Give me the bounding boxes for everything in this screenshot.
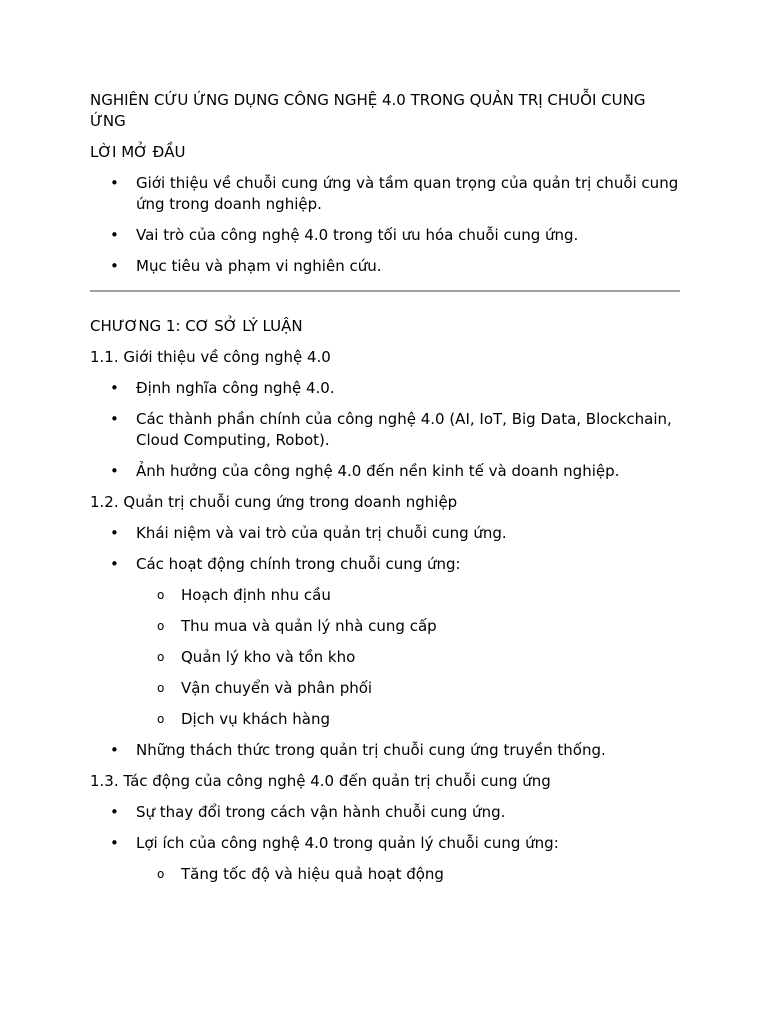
bullet-icon: • xyxy=(110,379,119,397)
list-item xyxy=(90,173,680,215)
bullet-icon: • xyxy=(110,462,119,480)
list-item xyxy=(90,802,680,823)
list-item-text: Các thành phần chính của công nghệ 4.0 (AI, IoT, Big Data, Blockchain, Cloud Computing, Robot). xyxy=(136,410,672,449)
sub-list-item-text: Vận chuyển và phân phối xyxy=(181,679,373,697)
list-item-text: Ảnh hưởng của công nghệ 4.0 đến nền kinh tế và doanh nghiệp. xyxy=(136,462,620,480)
sub-list-item xyxy=(90,585,680,606)
section-1-2-list xyxy=(90,523,680,761)
list-item-text: Mục tiêu và phạm vi nghiên cứu. xyxy=(136,257,382,275)
bullet-icon: • xyxy=(110,803,119,821)
bullet-icon: • xyxy=(110,174,119,192)
bullet-icon: • xyxy=(110,410,119,428)
list-item xyxy=(90,523,680,544)
list-item xyxy=(90,833,680,854)
list-item-text: Định nghĩa công nghệ 4.0. xyxy=(136,379,335,397)
circle-bullet-icon: o xyxy=(157,619,165,633)
list-item-text: Những thách thức trong quản trị chuỗi cung ứng truyền thống. xyxy=(136,741,606,759)
sub-list-item xyxy=(90,647,680,668)
sub-list-item-text: Quản lý kho và tồn kho xyxy=(181,648,356,666)
list-item xyxy=(90,461,680,482)
circle-bullet-icon: o xyxy=(157,681,165,695)
bullet-icon: • xyxy=(110,834,119,852)
intro-heading: LỜI MỞ ĐẦU xyxy=(90,143,186,161)
sub-list-item-text: Dịch vụ khách hàng xyxy=(181,710,331,728)
bullet-icon: • xyxy=(110,226,119,244)
list-item xyxy=(90,378,680,399)
circle-bullet-icon: o xyxy=(157,867,165,881)
sub-list-item-text: Thu mua và quản lý nhà cung cấp xyxy=(181,617,437,635)
list-item-text: Các hoạt động chính trong chuỗi cung ứng: xyxy=(136,555,461,573)
list-item xyxy=(90,409,680,451)
bullet-icon: • xyxy=(110,257,119,275)
sub-list-item xyxy=(90,616,680,637)
section-heading: 1.3. Tác động của công nghệ 4.0 đến quản trị chuỗi cung ứng xyxy=(90,772,551,790)
circle-bullet-icon: o xyxy=(157,588,165,602)
bullet-icon: • xyxy=(110,524,119,542)
section-1-3-list xyxy=(90,802,680,885)
list-item-text: Lợi ích của công nghệ 4.0 trong quản lý chuỗi cung ứng: xyxy=(136,834,559,852)
section-heading: 1.1. Giới thiệu về công nghệ 4.0 xyxy=(90,348,331,366)
list-item-text: Khái niệm và vai trò của quản trị chuỗi cung ứng. xyxy=(136,524,507,542)
list-item xyxy=(90,256,680,277)
document-title: NGHIÊN CỨU ỨNG DỤNG CÔNG NGHỆ 4.0 TRONG QUẢN TRỊ CHUỖI CUNG ỨNG xyxy=(90,91,646,130)
document-body xyxy=(90,90,680,885)
list-item-text: Vai trò của công nghệ 4.0 trong tối ưu hóa chuỗi cung ứng. xyxy=(136,226,579,244)
sub-list-item xyxy=(90,678,680,699)
section-heading: 1.2. Quản trị chuỗi cung ứng trong doanh nghiệp xyxy=(90,493,458,511)
intro-list xyxy=(90,173,680,277)
circle-bullet-icon: o xyxy=(157,712,165,726)
section-1-1-list xyxy=(90,378,680,482)
circle-bullet-icon: o xyxy=(157,650,165,664)
sub-list-item-text: Hoạch định nhu cầu xyxy=(181,586,331,604)
list-item-text: Sự thay đổi trong cách vận hành chuỗi cung ứng. xyxy=(136,803,506,821)
horizontal-divider xyxy=(90,290,680,292)
list-item xyxy=(90,554,680,575)
chapter-heading: CHƯƠNG 1: CƠ SỞ LÝ LUẬN xyxy=(90,317,303,335)
bullet-icon: • xyxy=(110,741,119,759)
bullet-icon: • xyxy=(110,555,119,573)
sub-list-item xyxy=(90,864,680,885)
list-item xyxy=(90,740,680,761)
sub-list-item xyxy=(90,709,680,730)
list-item-text: Giới thiệu về chuỗi cung ứng và tầm quan trọng của quản trị chuỗi cung ứng trong doanh nghiệp. xyxy=(136,174,679,213)
sub-list-item-text: Tăng tốc độ và hiệu quả hoạt động xyxy=(181,865,444,883)
list-item xyxy=(90,225,680,246)
